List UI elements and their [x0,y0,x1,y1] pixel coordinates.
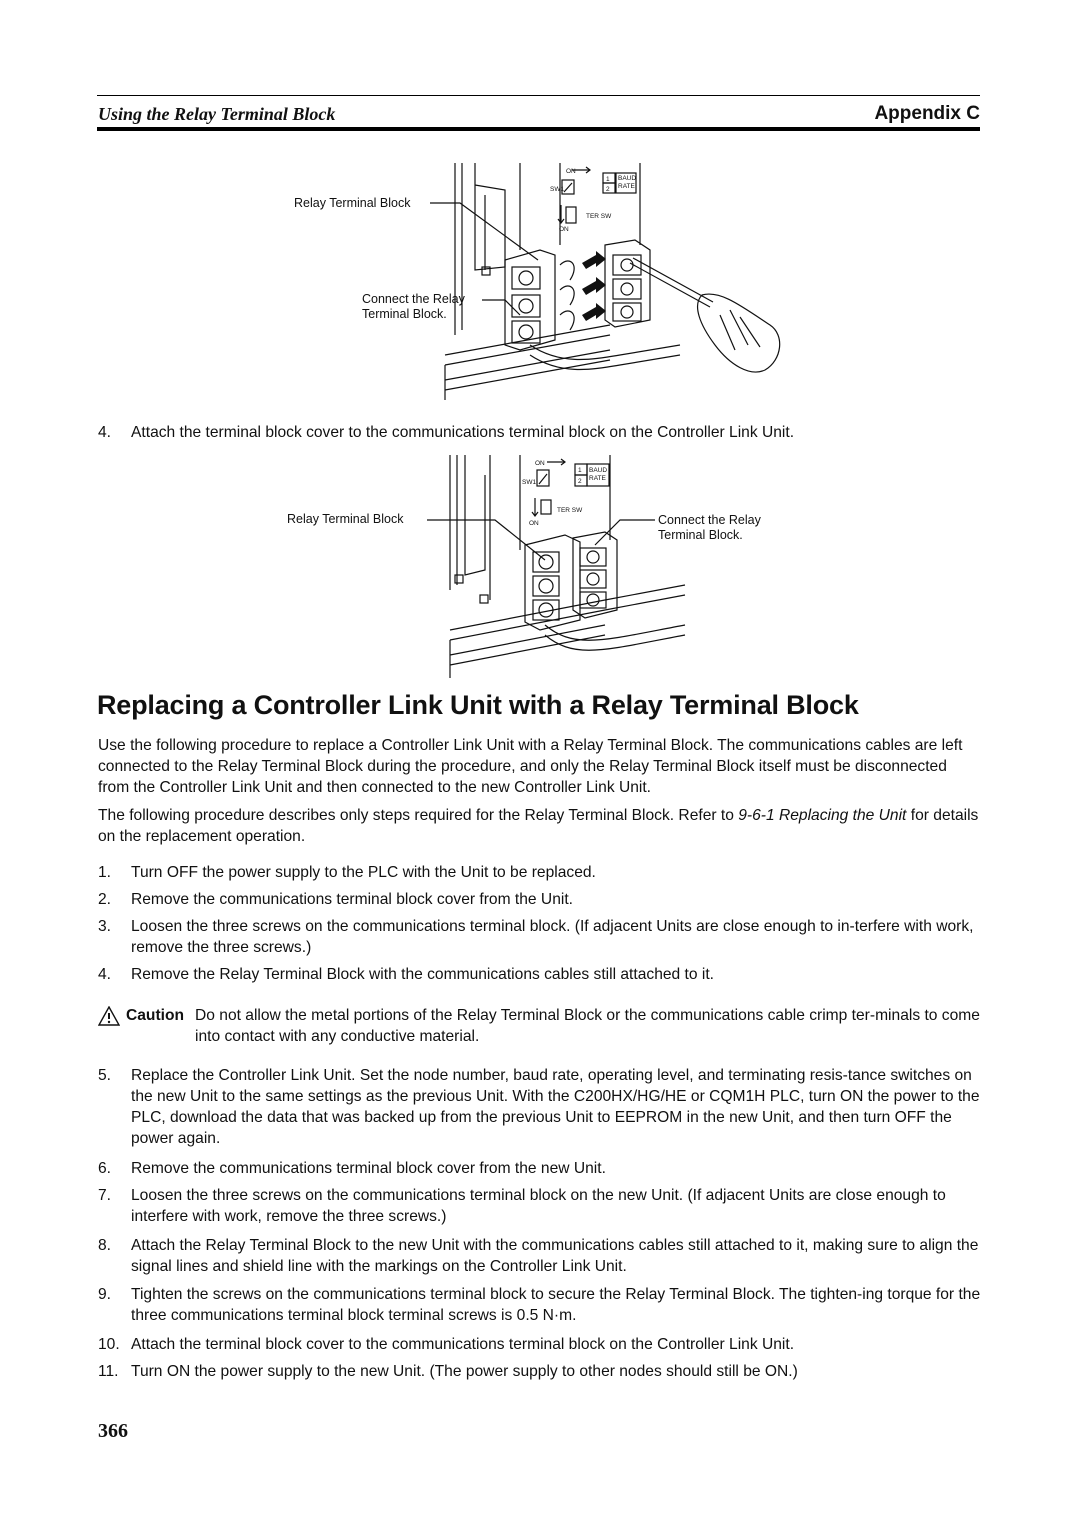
section-heading-wrap [97,690,859,721]
procedure-step [98,1361,982,1382]
figure1-switch-baud: BAUD [618,175,637,182]
procedure-step [98,1334,982,1355]
step-number: 3. [98,918,112,935]
figure2-switch-on: ON [535,460,545,467]
figure1-cables [445,325,680,400]
figure1-switch-1: 1 [606,176,610,183]
figure1-label-relay-block: Relay Terminal Block [294,196,411,210]
step-4-intro [98,422,982,443]
figure2-label-connect-line2: Terminal Block. [658,528,743,542]
figure1-unit-body [455,163,640,335]
step-number: 10. [98,1336,120,1353]
caution-text: Do not allow the metal portions of the Relay Terminal Block or the communications cable crimp ter-minals to come into contact with any conductive material. [195,1007,980,1045]
step-number: 5. [98,1067,112,1084]
procedure-step [98,964,982,985]
figure2-switch-2: 2 [578,478,582,485]
caution-icon [98,1006,120,1026]
step-number: 2. [98,891,112,908]
step-number: 7. [98,1187,112,1204]
step-text: Remove the communications terminal block cover from the Unit. [131,891,573,908]
step-number: 8. [98,1237,112,1254]
appendix-label: Appendix C [874,103,980,124]
caution-label: Caution [126,1007,185,1024]
figure2-diagram [425,450,705,680]
figure2-switch-tersw: TER SW [557,507,583,514]
section-title: Replacing a Controller Link Unit with a Relay Terminal Block [97,690,859,720]
procedure-step [98,862,982,883]
figure2-leader-relay [427,520,545,560]
step-text: Replace the Controller Link Unit. Set the node number, baud rate, operating level, and terminating resis-tance switches on the new Unit to the same settings as the previous Unit. With the C200HX/HG/HE or CQM1H PLC, turn ON the power to the PLC, download the data that was backed up from the previous Unit to EEPROM in the new Unit, and then turn OFF the power again. [131,1067,980,1147]
step-text: Loosen the three screws on the communications terminal block on the new Unit. (If adjacent Units are close enough to interfere with work, remove the three screws.) [131,1187,946,1225]
procedure-step [98,1065,982,1149]
page-number: 366 [98,1420,128,1442]
header-bottom-rule [97,127,980,131]
figure2-switch-baud: BAUD [589,467,608,474]
figure1-switch-sw1: SW1 [550,186,565,193]
step-number: 9. [98,1286,112,1303]
step-text: Tighten the screws on the communications terminal block to secure the Relay Terminal Block. The tighten-ing torque for the three communications terminal block terminal screws is 0.5 N·m. [131,1286,981,1324]
section-paragraph-2 [98,805,982,847]
step-text: Attach the Relay Terminal Block to the new Unit with the communications cables still attached to it, making sure to align the signal lines and shield line with the markings on the Controller Link Unit. [131,1237,979,1275]
step-4-intro-text: Attach the terminal block cover to the communications terminal block on the Controller Link Unit. [131,424,795,441]
figure1-switch-2: 2 [606,186,610,193]
cross-reference-link[interactable]: 9-6-1 Replacing the Unit [738,807,907,824]
figure1-switch-rate: RATE [618,183,635,190]
figure1-comm-terminal-block [605,240,650,327]
para2-text-b: for details on the replacement operation. [98,807,979,845]
procedure-step [98,916,982,958]
figure1-switch-on: ON [566,168,576,175]
step-text: Attach the terminal block cover to the communications terminal block on the Controller Link Unit. [131,1336,795,1353]
figure1-screwdriver [630,258,780,372]
figure2-unit-body [450,455,610,603]
figure1-switch-on2: ON [559,226,569,233]
figure2-label-relay-block: Relay Terminal Block [287,512,404,526]
header-top-rule [97,95,980,96]
step-text: Remove the communications terminal block cover from the new Unit. [131,1160,606,1177]
section-paragraph-1: Use the following procedure to replace a Controller Link Unit with a Relay Terminal Block. The communications cables are left connected to the Relay Terminal Block during the procedure, and only the Relay Terminal Block itself must be disconnected from the Controller Link Unit and then connected to the new Controller Link Unit. [98,737,963,796]
step-4-intro-number: 4. [98,424,112,441]
figure1-relay-terminal-block [505,250,574,350]
figure1-label-connect-line1: Connect the Relay [362,292,465,306]
step-number: 1. [98,864,112,881]
procedure-step [98,1185,982,1227]
figure1-label-connect-line2: Terminal Block. [362,307,447,321]
figure2-relay-terminal-block [525,535,580,630]
figure2-switch-rate: RATE [589,475,606,482]
step-number: 4. [98,966,112,983]
para2-text-a: The following procedure describes only steps required for the Relay Terminal Block. Refer to [98,807,739,824]
figure2-switch-1: 1 [578,467,582,474]
figure2-cables [450,585,685,678]
caution-block [98,1005,982,1047]
figure2-label-connect-line1: Connect the Relay [658,513,761,527]
step-number: 11. [98,1363,119,1380]
figure2-switch-on2: ON [529,520,539,527]
procedure-step [98,1235,982,1277]
running-title: Using the Relay Terminal Block [98,104,336,124]
figure1-insert-arrows [582,251,606,321]
step-text: Remove the Relay Terminal Block with the communications cables still attached to it. [131,966,715,983]
figure1-leader-relay [430,203,538,260]
step-number: 6. [98,1160,112,1177]
figure2-switch-sw1: SW1 [522,479,537,486]
step-text: Turn ON the power supply to the new Unit. (The power supply to other nodes should still be ON.) [131,1363,798,1380]
procedure-step [98,1284,982,1326]
figure1-diagram [420,155,800,400]
step-text: Turn OFF the power supply to the PLC with the Unit to be replaced. [131,864,596,881]
step-text: Loosen the three screws on the communications terminal block. (If adjacent Units are close enough to in-terfere with work, remove the three screws.) [131,918,974,956]
figure1-leader-connect [482,300,520,315]
procedure-step [98,1158,982,1179]
procedure-step [98,889,982,910]
figure1-switch-tersw: TER SW [586,213,612,220]
